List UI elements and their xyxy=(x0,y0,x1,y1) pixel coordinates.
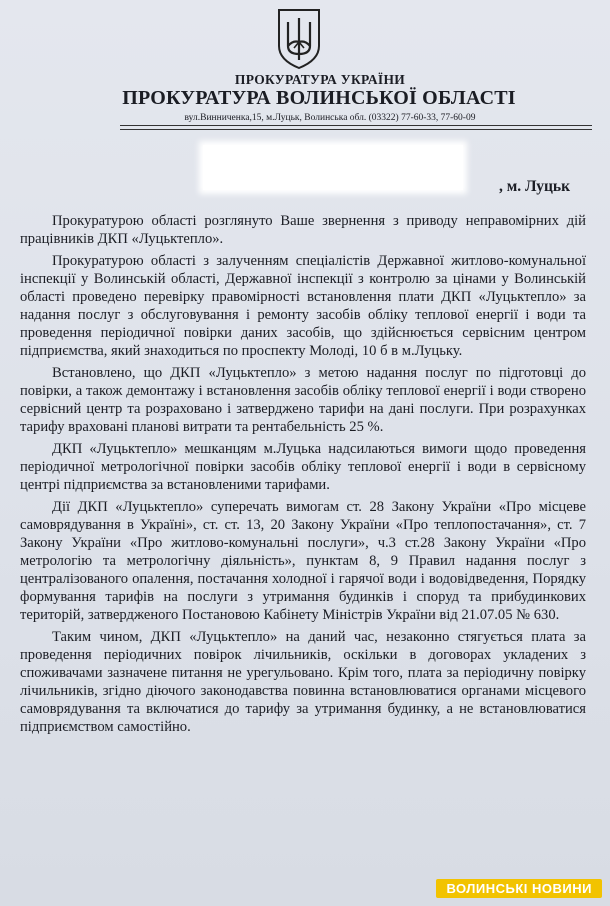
paragraph: Таким чином, ДКП «Луцьктепло» на даний час, незаконно стягується плата за проведення періодичних повірок лічильників, оскільки в договорах укладених з споживачами зазначене питання не урегульовано. Крім того, плата за періодичну повірку лічильників, згідно діючого законодавства повинна встановлюватися органами місцевого самоврядування та включатися до тарифу за утримання будинку, а не встановлюватися підприємством самостійно. xyxy=(20,629,586,735)
ministry-heading: ПРОКУРАТУРА УКРАЇНИ xyxy=(234,72,406,87)
trident-emblem-icon xyxy=(276,8,322,70)
header-rule xyxy=(120,125,592,126)
news-watermark: ВОЛИНСЬКІ НОВИНИ xyxy=(436,879,602,898)
redacted-addressee xyxy=(203,145,463,190)
addressee-city: , м. Луцьк xyxy=(498,178,570,195)
office-address: вул.Винниченка,15, м.Луцьк, Волинська обл. (03322) 77-60-33, 77-60-09 xyxy=(184,113,476,123)
paragraph: Прокуратурою області розглянуто Ваше звернення з приводу неправомірних дій працівників ДКП «Луцьктепло». xyxy=(20,213,586,247)
office-heading: ПРОКУРАТУРА ВОЛИНСЬКОЇ ОБЛАСТІ xyxy=(122,87,516,109)
paragraph: Прокуратурою області з залученням спеціалістів Державної житлово-комунальної інспекції у Волинській області, Державної інспекції з контролю за цінами у Волинській області проведено перевірку правомірності встановлення плати ДКП «Луцьктепло» за надання послуг з обслуговування і ремонту засобів обліку теплової енергії і води та проведення періодичної повірки даних засобів, що здійснюється сервісним центром підприємства, який знаходиться по проспекту Молоді, 10 б в м.Луцьку. xyxy=(20,253,586,359)
paragraph: Встановлено, що ДКП «Луцьктепло» з метою надання послуг по підготовці до повірки, а також демонтажу і встановлення засобів обліку теплової енергії і води створено сервісний центр та розраховано і затверджено тарифи на дані послуги. При розрахунках тарифу враховані планові витрати та рентабельність 25 %. xyxy=(20,365,586,435)
paragraph: Дії ДКП «Луцьктепло» суперечать вимогам ст. 28 Закону України «Про місцеве самоврядування в Україні», ст. ст. 13, 20 Закону України «Про теплопостачання», ст. 7 Закону України «Про житлово-комунальні послуги», ч.3 ст.28 Закону України «Про метрологію та метрологічну діяльність», пунктам 8, 9 Правил надання послуг з централізованого опалення, постачання холодної і гарячої води і водовідведення, Порядку формування тарифів на послуги з утримання будинків і споруд та прибудинкових територій, затвердженого Постановою Кабінету Міністрів України від 21.07.05 № 630. xyxy=(20,499,586,623)
letter-body xyxy=(20,212,586,740)
paragraph: ДКП «Луцьктепло» мешканцям м.Луцька надсилаються вимоги щодо проведення періодичної метрологічної повірки засобів обліку теплової енергії і води в сервісному центрі підприємства за встановленими тарифами. xyxy=(20,441,586,493)
header-rule-thin xyxy=(120,129,592,130)
